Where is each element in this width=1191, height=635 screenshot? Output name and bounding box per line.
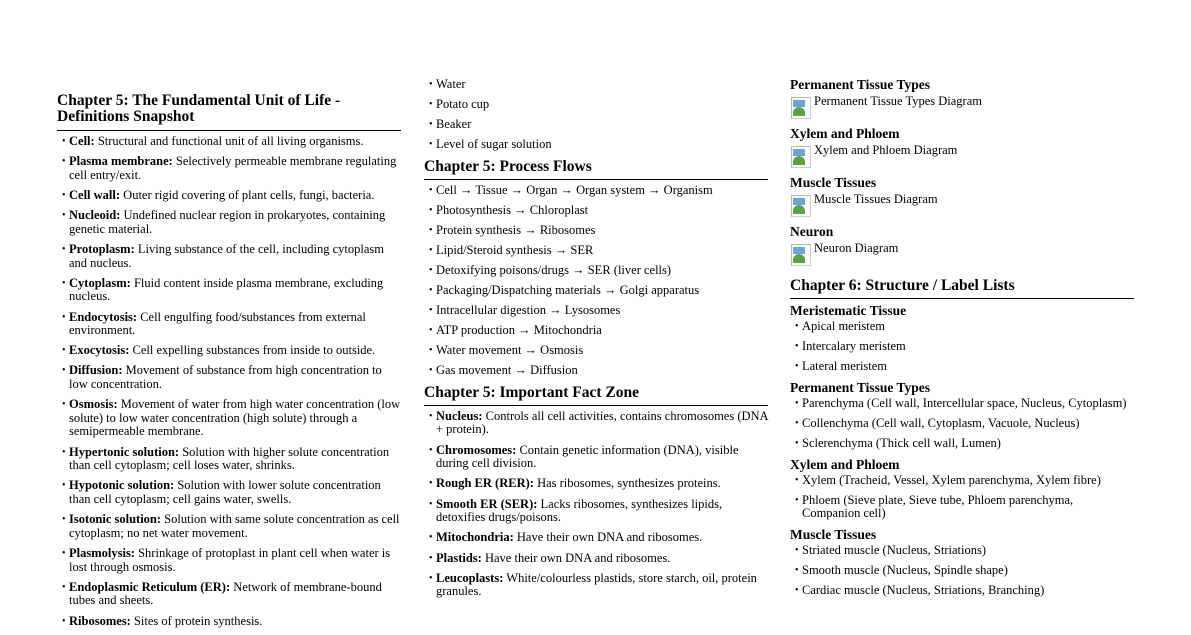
diagram-alt-text: Permanent Tissue Types Diagram [814,94,982,108]
list-item: • Lateral meristem [790,360,1134,374]
group-heading: Permanent Tissue Types [790,379,931,395]
list-item: • Water [424,78,768,92]
group-heading: Meristematic Tissue [790,303,907,318]
definitions-title: Chapter 5: The Fundamental Unit of Life - Definitions Snapshot [57,93,401,131]
list-item: • Diffusion: Movement of substance from high concentration to low concentration. [57,364,401,391]
label-list [790,397,1134,451]
list-item: • Level of sugar solution [424,138,768,152]
broken-image-icon [790,241,812,267]
list-item: • Water movement → Osmosis [424,344,768,358]
group-heading: Muscle Tissues [790,527,877,543]
diagram-alt-text: Muscle Tissues Diagram [814,192,938,206]
list-item: • Detoxifying poisons/drugs → SER (liver cells) [424,264,768,278]
list-item: • Intercalary meristem [790,340,1134,354]
process-column [424,78,768,605]
list-item: • Chromosomes: Contain genetic information (DNA), visible during cell division. [424,444,768,471]
label-lists-title: Chapter 6: Structure / Label Lists [790,277,1134,299]
list-item: • Potato cup [424,98,768,112]
list-item: • Packaging/Dispatching materials → Golgi apparatus [424,284,768,298]
diagram-placeholder [790,192,1134,220]
list-item: • Parenchyma (Cell wall, Intercellular space, Nucleus, Cytoplasm) [790,397,1134,411]
list-item: • Plasma membrane: Selectively permeable membrane regulating cell entry/exit. [57,155,401,182]
process-flows-title: Chapter 5: Process Flows [424,158,768,180]
list-item: • Striated muscle (Nucleus, Striations) [790,544,1134,558]
list-item: • Hypertonic solution: Solution with higher solute concentration than cell cytoplasm; cell loses water, shrinks. [57,446,401,473]
definitions-column [57,93,401,635]
list-item: • Protoplasm: Living substance of the cell, including cytoplasm and nucleus. [57,243,401,270]
list-item: • Exocytosis: Cell expelling substances from inside to outside. [57,344,401,358]
list-item: • Cell → Tissue → Organ → Organ system → Organism [424,184,768,198]
list-item: • Protein synthesis → Ribosomes [424,224,768,238]
list-item: • Cytoplasm: Fluid content inside plasma membrane, excluding nucleus. [57,277,401,304]
label-list [790,474,1134,521]
list-item: • Intracellular digestion → Lysosomes [424,304,768,318]
list-item: • Mitochondria: Have their own DNA and ribosomes. [424,531,768,545]
list-item: • Beaker [424,118,768,132]
list-item: • Ribosomes: Sites of protein synthesis. [57,615,401,629]
list-item: • Endocytosis: Cell engulfing food/substances from external environment. [57,311,401,338]
broken-image-icon [790,143,812,169]
list-item: • Nucleus: Controls all cell activities, contains chromosomes (DNA + protein). [424,410,768,437]
list-item: • Rough ER (RER): Has ribosomes, synthesizes proteins. [424,477,768,491]
broken-image-icon [790,192,812,218]
diagram-placeholder [790,241,1134,269]
list-item: • Hypotonic solution: Solution with lower solute concentration than cell cytoplasm; cell gains water, swells. [57,479,401,506]
label-list [790,544,1134,598]
list-item: • Endoplasmic Reticulum (ER): Network of membrane-bound tubes and sheets. [57,581,401,608]
diagram-placeholder [790,94,1134,122]
list-item: • Nucleoid: Undefined nuclear region in prokaryotes, containing genetic material. [57,209,401,236]
list-item: • ATP production → Mitochondria [424,324,768,338]
list-item: • Gas movement → Diffusion [424,364,768,378]
list-item: • Smooth muscle (Nucleus, Spindle shape) [790,564,1134,578]
list-item: • Plasmolysis: Shrinkage of protoplast in plant cell when water is lost through osmosis. [57,547,401,574]
diagram-heading: Muscle Tissues [790,175,877,190]
diagram-heading: Permanent Tissue Types [790,77,931,92]
list-item: • Plastids: Have their own DNA and ribosomes. [424,552,768,566]
list-item: • Apical meristem [790,320,1134,334]
diagram-heading: Neuron [790,224,834,239]
definitions-list [57,135,401,628]
diagram-alt-text: Xylem and Phloem Diagram [814,143,958,157]
list-item: • Phloem (Sieve plate, Sieve tube, Phloem parenchyma, Companion cell) [790,494,1134,521]
list-item: • Cardiac muscle (Nucleus, Striations, Branching) [790,584,1134,598]
process-flows-list [424,184,768,377]
list-item: • Cell: Structural and functional unit of all living organisms. [57,135,401,149]
list-item: • Isotonic solution: Solution with same solute concentration as cell cytoplasm; no net water movement. [57,513,401,540]
materials-list [424,78,768,152]
diagrams-column [790,77,1134,604]
list-item: • Sclerenchyma (Thick cell wall, Lumen) [790,437,1134,451]
diagram-alt-text: Neuron Diagram [814,241,899,255]
diagram-heading: Xylem and Phloem [790,126,900,141]
diagram-placeholder [790,143,1134,171]
broken-image-icon [790,94,812,120]
list-item: • Leucoplasts: White/colourless plastids, store starch, oil, protein granules. [424,572,768,599]
list-item: • Lipid/Steroid synthesis → SER [424,244,768,258]
list-item: • Osmosis: Movement of water from high water concentration (low solute) to low water concentration (high solute) through a semipermeable membrane. [57,398,401,439]
group-heading: Xylem and Phloem [790,456,900,472]
list-item: • Xylem (Tracheid, Vessel, Xylem parenchyma, Xylem fibre) [790,474,1134,488]
list-item: • Photosynthesis → Chloroplast [424,204,768,218]
fact-zone-title: Chapter 5: Important Fact Zone [424,384,768,406]
list-item: • Smooth ER (SER): Lacks ribosomes, synthesizes lipids, detoxifies drugs/poisons. [424,498,768,525]
list-item: • Cell wall: Outer rigid covering of plant cells, fungi, bacteria. [57,189,401,203]
list-item: • Collenchyma (Cell wall, Cytoplasm, Vacuole, Nucleus) [790,417,1134,431]
fact-zone-list [424,410,768,599]
label-list [790,320,1134,374]
